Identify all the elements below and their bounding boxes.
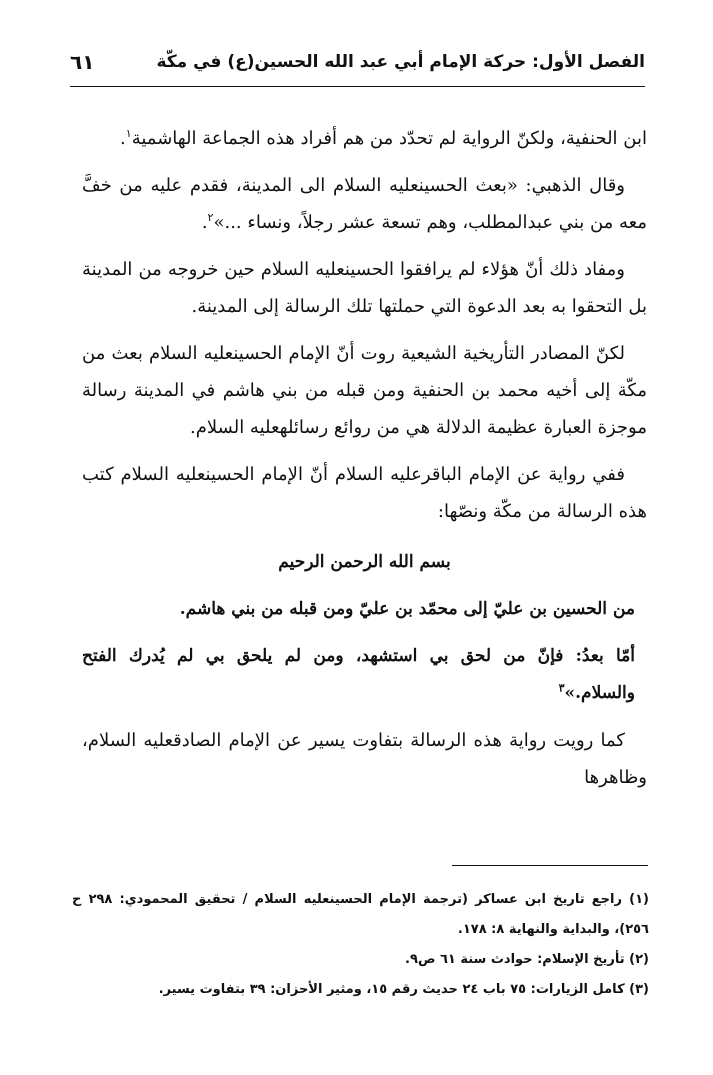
paragraph: ومفاد ذلك أنّ هؤلاء لم يرافقوا الحسينعليه السلام حين خروجه من المدينة بل التحقوا به بعد الدعوة التي حملتها تلك الرسالة إلى المدينة. [82, 259, 647, 317]
main-text [82, 120, 647, 806]
footnote-ref: ١ [125, 127, 132, 140]
footnote: (٣) كامل الزيارات: ٧٥ باب ٢٤ حديث رقم ١٥، ومثير الأحزان: ٣٩ بتفاوت يسير. [158, 982, 649, 997]
paragraph-text: وقال الذهبي: «بعث الحسينعليه السلام الى المدينة، فقدم عليه من خفَّ معه من بني عبدالمطلب، وهم تسعة عشر رجلاً، ونساء ...» [82, 175, 647, 233]
footnote-separator [452, 865, 648, 866]
letter-text: أمّا بعدُ: فإنّ من لحق بي استشهد، ومن لم يلحق بي لم يُدرك الفتح والسلام.» [82, 646, 635, 703]
footnote-ref: ٣ [558, 681, 565, 695]
letter-body [82, 638, 647, 712]
paragraph: كما رويت رواية هذه الرسالة بتفاوت يسير عن الإمام الصادقعليه السلام، وظاهرها [82, 730, 647, 788]
paragraph: ففي رواية عن الإمام الباقرعليه السلام أنّ الإمام الحسينعليه السلام كتب هذه الرسالة من مكّة ونصّها: [82, 464, 647, 522]
page-header [70, 46, 645, 87]
footnotes [72, 885, 649, 1005]
paragraph: ابن الحنفية، ولكنّ الرواية لم تحدّد من هم أفراد هذه الجماعة الهاشمية$^١$. [120, 127, 647, 149]
footnote-ref: ٢ [207, 211, 214, 224]
footnote: (٢) تأريخ الإسلام: حوادث سنة ٦١ ص٩. [405, 952, 649, 967]
paragraph: لكنّ المصادر التأريخية الشيعية روت أنّ الإمام الحسينعليه السلام بعث من مكّة إلى أخيه محمد بن الحنفية ومن قبله من بني هاشم في المدينة رسالة موجزة العبارة عظيمة الدلالة هي من روائع رسائلهعليه السلام. [82, 343, 647, 438]
paragraph-text: ابن الحنفية، ولكنّ الرواية لم تحدّد من هم أفراد هذه الجماعة الهاشمية [131, 128, 647, 149]
footnote: (١) راجع تاريخ ابن عساكر (ترجمة الإمام الحسينعليه السلام / تحقيق المحمودي: ٢٩٨ ح ٢٥٦)، والبداية والنهاية ٨: ١٧٨. [72, 892, 649, 937]
chapter-title: الفصل الأول: حركة الإمام أبي عبد الله الحسين(ع) في مكّة [156, 52, 645, 72]
page-number: ٦١ [70, 50, 95, 74]
paragraph: وقال الذهبي: «بعث الحسينعليه السلام الى المدينة، فقدم عليه من خفَّ معه من بني عبدالمطلب، وهم تسعة عشر رجلاً، ونساء ...»$^٢$. [82, 175, 647, 233]
letter-address: من الحسين بن عليّ إلى محمّد بن عليّ ومن قبله من بني هاشم. [179, 599, 635, 619]
basmala: بسم الله الرحمن الرحيم [278, 552, 451, 572]
